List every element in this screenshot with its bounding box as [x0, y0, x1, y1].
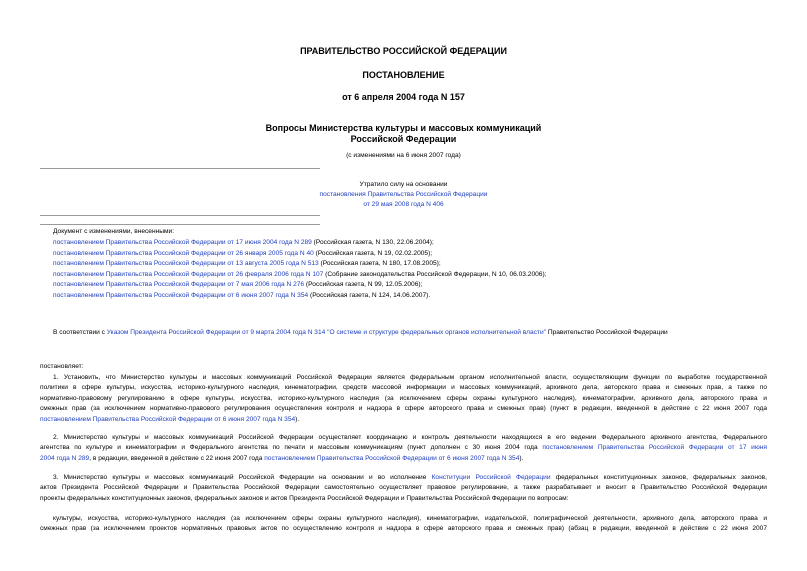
- amendment-link[interactable]: постановлением Правительства Российской Федерации от 13 августа 2005 года N 513: [53, 260, 319, 267]
- amendment-source: (Российская газета, N 130, 22.06.2004);: [311, 239, 434, 246]
- text-run: 3. Министерство культуры и массовых коммуникаций Российской Федерации на основании и во исполнение: [53, 474, 432, 481]
- paragraph-4: [40, 514, 767, 535]
- paragraph-3: [40, 473, 767, 504]
- amendment-source: (Российская газета, N 180, 17.08.2005);: [318, 260, 441, 267]
- amendment-link[interactable]: постановлением Правительства Российской Федерации от 6 июня 2007 года N 354: [264, 454, 520, 462]
- amendment-link[interactable]: постановлением Правительства Российской Федерации от 17 июня 2004 года N 289: [53, 239, 312, 246]
- divider: [40, 224, 320, 225]
- text-run: агентства по культуре и кинематографии и Федерального агентства по печати и массовым коммуникациям (пункт дополнен с 30 июня 2004 года: [40, 444, 543, 452]
- amendment-link[interactable]: постановлением Правительства Российской Федерации от 26 февраля 2006 года N 107: [53, 270, 324, 278]
- date-number-heading: от 6 апреля 2004 года N 157: [342, 92, 465, 102]
- lost-force-link-2[interactable]: от 29 мая 2008 года N 406: [363, 201, 444, 208]
- paragraph-line: [40, 443, 767, 453]
- paragraph-line: [40, 415, 767, 425]
- text-run: федеральных конституционных законов, федеральных законов,: [550, 474, 767, 481]
- amendment-item: [53, 272, 547, 279]
- amendment-source: (Российская газета, N 124, 14.06.2007).: [308, 291, 431, 299]
- constitution-link[interactable]: Конституции Российской Федерации: [431, 474, 551, 481]
- preamble-start: В соответствии с: [53, 329, 107, 336]
- amendment-item: [53, 261, 441, 268]
- paragraph-line: смежных прав (за исключением нормативно-правового регулирования осуществления контроля и надзора в сфере авторского права и смежных прав) (пункт в редакции, введенной в действие с 22 июня 2007 года: [40, 405, 767, 413]
- amendment-link[interactable]: постановлением Правительства Российской Федерации от 26 января 2005 года N 40: [53, 249, 314, 257]
- amendment-source: (Российская газета, N 99, 12.05.2006);: [304, 281, 423, 288]
- amendment-item: [53, 240, 434, 247]
- decrees-word: постановляет:: [40, 363, 84, 370]
- paragraph-line: [40, 473, 767, 483]
- government-heading: ПРАВИТЕЛЬСТВО РОССИЙСКОЙ ФЕДЕРАЦИИ: [300, 46, 507, 56]
- text-run: ).: [519, 454, 524, 462]
- amendments-intro: Документ с изменениями, внесенными:: [53, 228, 175, 235]
- paragraph-2: [40, 433, 767, 464]
- paragraph-line: смежных прав (за исключением проектов нормативных правовых актов по осуществлению контроля и надзора в сфере авторского права и смежных прав) (абзац в редакции, введенной в действие с 22 июня 2007: [40, 525, 767, 533]
- paragraph-end: ).: [295, 415, 300, 423]
- amendment-item: [53, 282, 422, 289]
- amendment-link[interactable]: 2004 года N 289: [40, 454, 90, 462]
- amendment-link[interactable]: постановлением Правительства Российской Федерации от 7 мая 2006 года N 276: [53, 281, 305, 288]
- changes-note: (с изменениями на 6 июня 2007 года): [346, 152, 461, 159]
- lost-force-line: Утратило силу на основании: [359, 181, 448, 188]
- divider: [40, 215, 320, 216]
- doc-type-heading: ПОСТАНОВЛЕНИЕ: [362, 70, 445, 80]
- paragraph-1: [40, 373, 767, 425]
- paragraph-line: проекты федеральных конституционных законов, федеральных законов и актов Президента Российской Федерации и Правительства Российской Федерации по вопросам:: [40, 494, 569, 502]
- lost-force-link-1[interactable]: постановления Правительства Российской Федерации: [319, 191, 488, 198]
- title-line-2: Российской Федерации: [350, 134, 457, 144]
- paragraph-line: культуры, искусства, историко-культурного наследия (за исключением сферы охраны культурного наследия), кинематографии, издательской, полиграфической деятельности, архивного дела, авторского права и: [53, 515, 767, 522]
- amendment-link[interactable]: постановлением Правительства Российской Федерации от 6 июня 2007 года N 354: [53, 291, 309, 299]
- amendment-link[interactable]: постановлением Правительства Российской Федерации от 17 июня: [542, 444, 767, 452]
- text-run: , в редакции, введенной в действие с 22 июня 2007 года: [89, 454, 265, 462]
- paragraph-line: 2. Министерство культуры и массовых коммуникаций Российской Федерации осуществляет координацию и контроль деятельности находящихся в его ведении Федерального архивного агентства, Федерального: [53, 434, 767, 441]
- preamble-end: Правительство Российской Федерации: [545, 329, 668, 336]
- amendment-link[interactable]: постановлением Правительства Российской Федерации от 6 июня 2007 года N 354: [40, 415, 296, 423]
- divider: [40, 168, 320, 169]
- paragraph-line: [40, 454, 767, 464]
- amendment-item: [53, 251, 432, 258]
- paragraph-line: нормативно-правовому регулированию в сфере культуры, искусства, историко-культурного наследия (за исключением сферы охраны культурного наследия), кинематографии, архивного дела, авторского права и: [40, 394, 767, 402]
- paragraph-line: политики в сфере культуры, искусства, историко-культурного наследия, кинематографии, средств массовой информации и массовых коммуникаций, архивного дела, авторского права и смежных прав, а также по: [40, 384, 767, 392]
- president-decree-link[interactable]: Указом Президента Российской Федерации от 9 марта 2004 года N 314 "О системе и структуре федеральных органов исполнительной власти": [106, 329, 546, 336]
- title-line-1: Вопросы Министерства культуры и массовых коммуникаций: [265, 123, 542, 133]
- preamble: [53, 330, 668, 337]
- amendment-source: (Собрание законодательства Российской Федерации, N 10, 06.03.2006);: [323, 270, 547, 278]
- paragraph-line: 1. Установить, что Министерство культуры и массовых коммуникаций Российской Федерации является федеральным органом исполнительной власти, осуществляющим функции по выработке государственной: [53, 374, 767, 381]
- paragraph-line: актов Президента Российской Федерации и Правительства Российской Федерации самостоятельно осуществляет правовое регулирование, а также разрабатывает и вносит в Правительство Российской Федерации: [40, 484, 767, 492]
- amendment-item: [53, 293, 430, 300]
- amendment-source: (Российская газета, N 19, 02.02.2005);: [313, 249, 433, 257]
